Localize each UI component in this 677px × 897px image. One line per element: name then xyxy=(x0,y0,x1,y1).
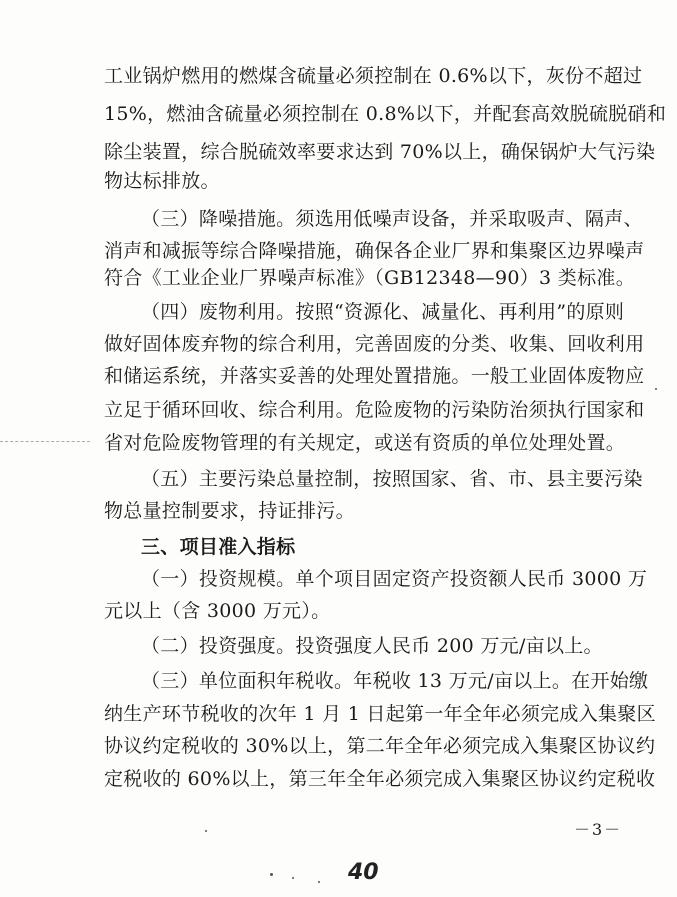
text-line-11: 立足于循环回收、综合利用。危险废物的污染防治须执行国家和 xyxy=(104,399,645,421)
text-line-18: （二）投资强度。投资强度人民币 200 万元/亩以上。 xyxy=(141,635,603,657)
page-number: －3－ xyxy=(574,820,623,839)
text-line-1: 工业锅炉燃用的燃煤含硫量必须控制在 0.6%以下，灰份不超过 xyxy=(104,65,643,87)
text-line-19: （三）单位面积年税收。年税收 13 万元/亩以上。在开始缴 xyxy=(141,670,649,692)
text-line-6: 消声和减振等综合降噪措施，确保各企业厂界和集聚区边界噪声 xyxy=(104,240,645,262)
text-line-22: 定税收的 60%以上，第三年全年必须完成入集聚区协议约定税收 xyxy=(104,768,656,790)
scan-speck xyxy=(292,877,294,879)
text-line-5: （三）降噪措施。须选用低噪声设备，并采取吸声、隔声、 xyxy=(141,208,643,230)
text-line-13: （五）主要污染总量控制，按照国家、省、市、县主要污染 xyxy=(141,468,643,490)
text-line-14: 物总量控制要求，持证排污。 xyxy=(104,500,355,522)
text-line-16: （一）投资规模。单个项目固定资产投资额人民币 3000 万 xyxy=(141,568,648,590)
text-line-20: 纳生产环节税收的次年 1 月 1 日起第一年全年必须完成入集聚区 xyxy=(104,703,656,725)
scan-speck xyxy=(655,388,657,390)
scan-artifact-line xyxy=(0,441,90,443)
section-heading: 三、项目准入指标 xyxy=(141,536,296,558)
text-line-9: 做好固体废弃物的综合利用，完善固废的分类、收集、回收利用 xyxy=(104,333,645,355)
text-line-17: 元以上（含 3000 万元）。 xyxy=(104,600,331,622)
text-line-21: 协议约定税收的 30%以上，第二年全年必须完成入集聚区协议约 xyxy=(104,735,656,757)
text-line-8: （四）废物利用。按照“资源化、减量化、再利用”的原则 xyxy=(141,301,625,323)
scan-speck xyxy=(270,873,273,876)
text-line-7: 符合《工业企业厂界噪声标准》（GB12348—90）3 类标准。 xyxy=(104,267,635,289)
text-line-3: 除尘装置，综合脱硫效率要求达到 70%以上，确保锅炉大气污染 xyxy=(104,141,656,163)
scan-speck xyxy=(205,830,207,832)
text-line-2: 15%，燃油含硫量必须控制在 0.8%以下，并配套高效脱硫脱硝和 xyxy=(104,103,667,125)
text-line-10: 和储运系统，并落实妥善的处理处置措施。一般工业固体废物应 xyxy=(104,365,645,387)
text-line-12: 省对危险废物管理的有关规定，或送有资质的单位处理处置。 xyxy=(104,432,626,454)
scan-speck xyxy=(318,881,320,883)
text-line-4: 物达标排放。 xyxy=(104,170,220,192)
stamp-number: 40 xyxy=(348,860,379,885)
